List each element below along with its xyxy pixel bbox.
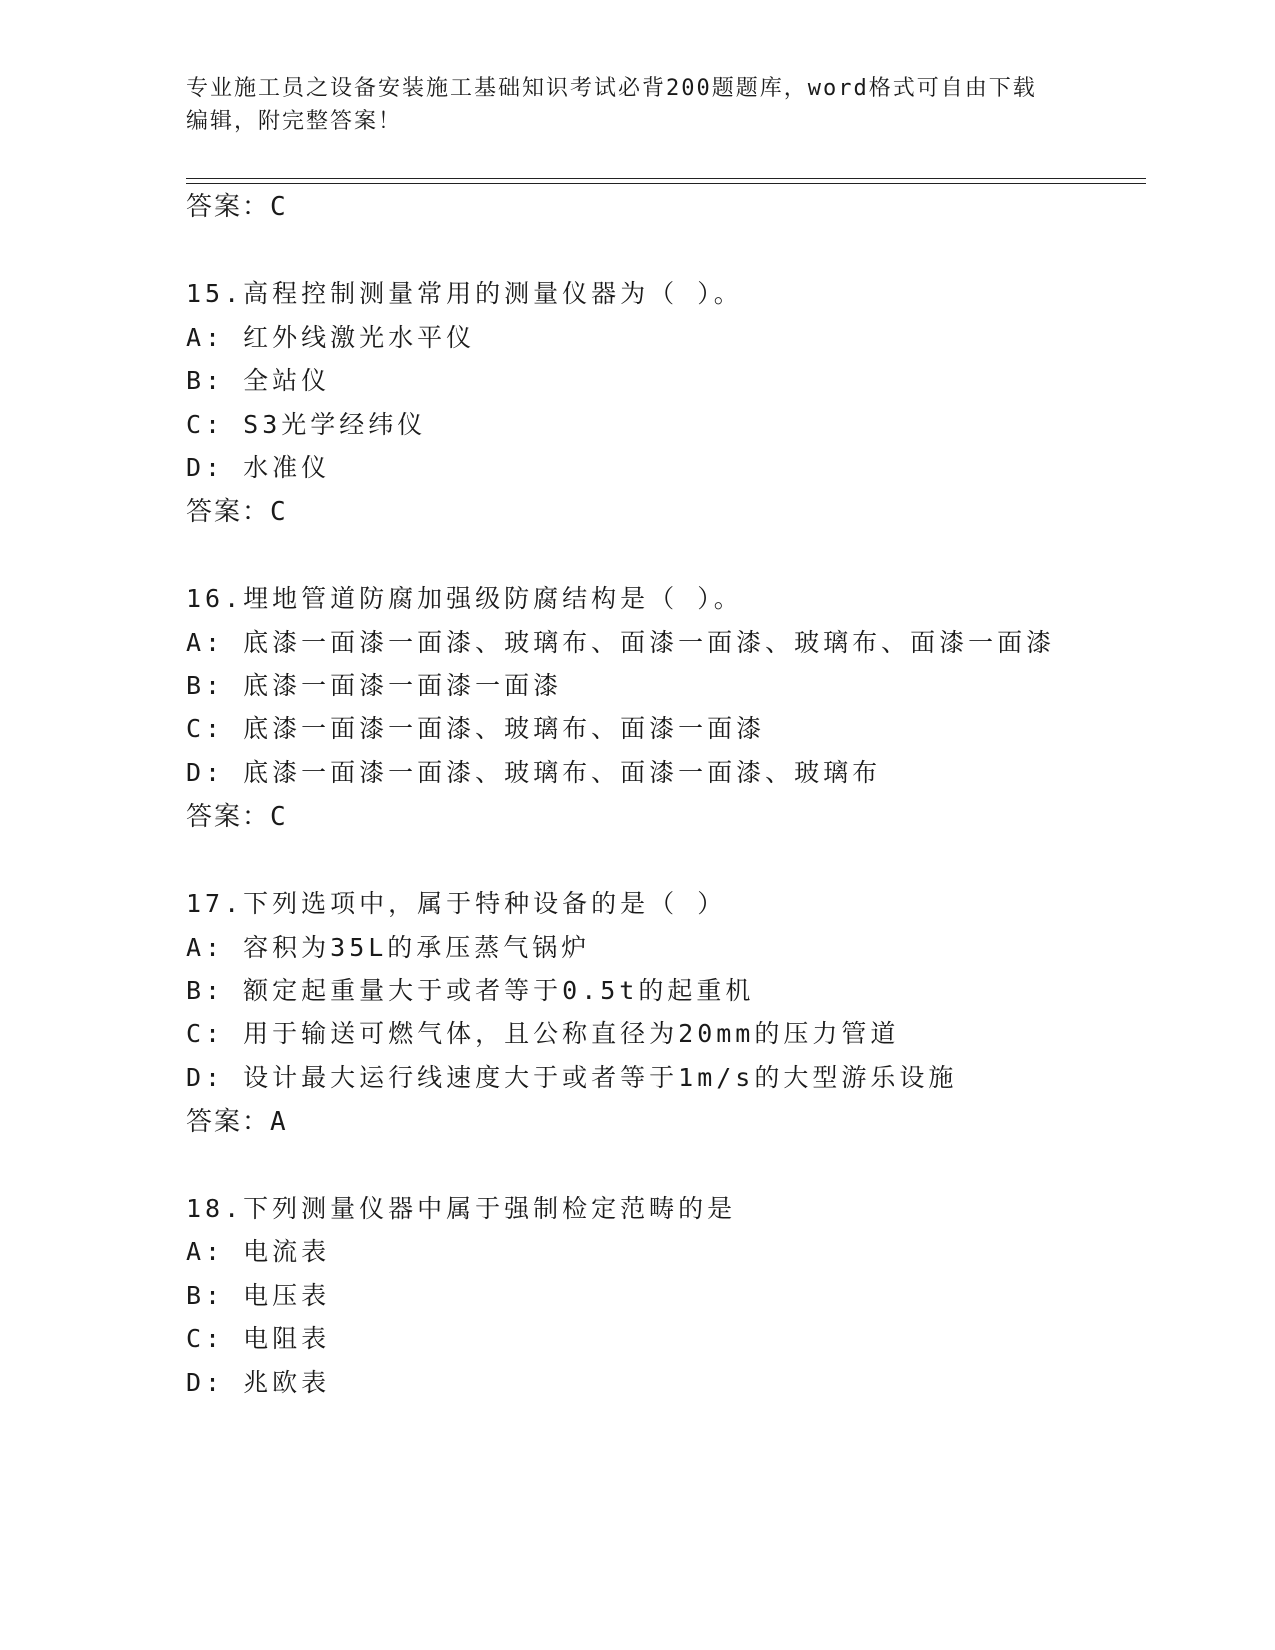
answer-label: 答案： <box>186 192 271 222</box>
answer-q16 <box>186 796 286 833</box>
question-option: C: 底漆一面漆一面漆、玻璃布、面漆一面漆 <box>186 714 766 743</box>
header-line-1: 专业施工员之设备安装施工基础知识考试必背200题题库，word格式可自由下载 <box>186 76 1037 101</box>
header-divider-bottom <box>186 183 1146 184</box>
answer-label: 答案： <box>186 1107 271 1137</box>
question-option: A: 底漆一面漆一面漆、玻璃布、面漆一面漆、玻璃布、面漆一面漆 <box>186 628 1056 657</box>
question-option: D: 底漆一面漆一面漆、玻璃布、面漆一面漆、玻璃布 <box>186 758 882 787</box>
question-option: D: 水准仪 <box>186 453 331 482</box>
answer-q14 <box>186 186 286 223</box>
answer-value: C <box>270 192 286 222</box>
question-option: D: 设计最大运行线速度大于或者等于1m/s的大型游乐设施 <box>186 1063 958 1092</box>
answer-q15 <box>186 491 286 528</box>
question-stem: 16.埋地管道防腐加强级防腐结构是（ ）。 <box>186 584 743 613</box>
question-option: A: 容积为35L的承压蒸气锅炉 <box>186 933 591 962</box>
answer-label: 答案： <box>186 497 271 527</box>
answer-value: C <box>270 497 286 527</box>
question-option: C: 用于输送可燃气体，且公称直径为20mm的压力管道 <box>186 1019 900 1048</box>
question-option: B: 全站仪 <box>186 366 331 395</box>
question-option: B: 电压表 <box>186 1281 331 1310</box>
question-option: C: S3光学经纬仪 <box>186 410 427 439</box>
question-option: B: 额定起重量大于或者等于0.5t的起重机 <box>186 976 755 1005</box>
answer-q17 <box>186 1101 286 1138</box>
answer-label: 答案： <box>186 802 271 832</box>
question-stem: 17.下列选项中，属于特种设备的是（ ） <box>186 889 727 918</box>
document-header <box>186 72 1086 138</box>
answer-value: C <box>270 802 286 832</box>
header-line-2: 编辑，附完整答案！ <box>186 109 403 134</box>
question-option: A: 红外线激光水平仪 <box>186 323 476 352</box>
question-option: A: 电流表 <box>186 1237 331 1266</box>
question-stem: 18.下列测量仪器中属于强制检定范畴的是 <box>186 1194 737 1223</box>
header-divider-top <box>186 178 1146 179</box>
question-stem: 15.高程控制测量常用的测量仪器为（ ）。 <box>186 279 743 308</box>
question-option: D: 兆欧表 <box>186 1368 331 1397</box>
question-option: B: 底漆一面漆一面漆一面漆 <box>186 671 563 700</box>
answer-value: A <box>270 1107 286 1137</box>
question-option: C: 电阻表 <box>186 1324 331 1353</box>
